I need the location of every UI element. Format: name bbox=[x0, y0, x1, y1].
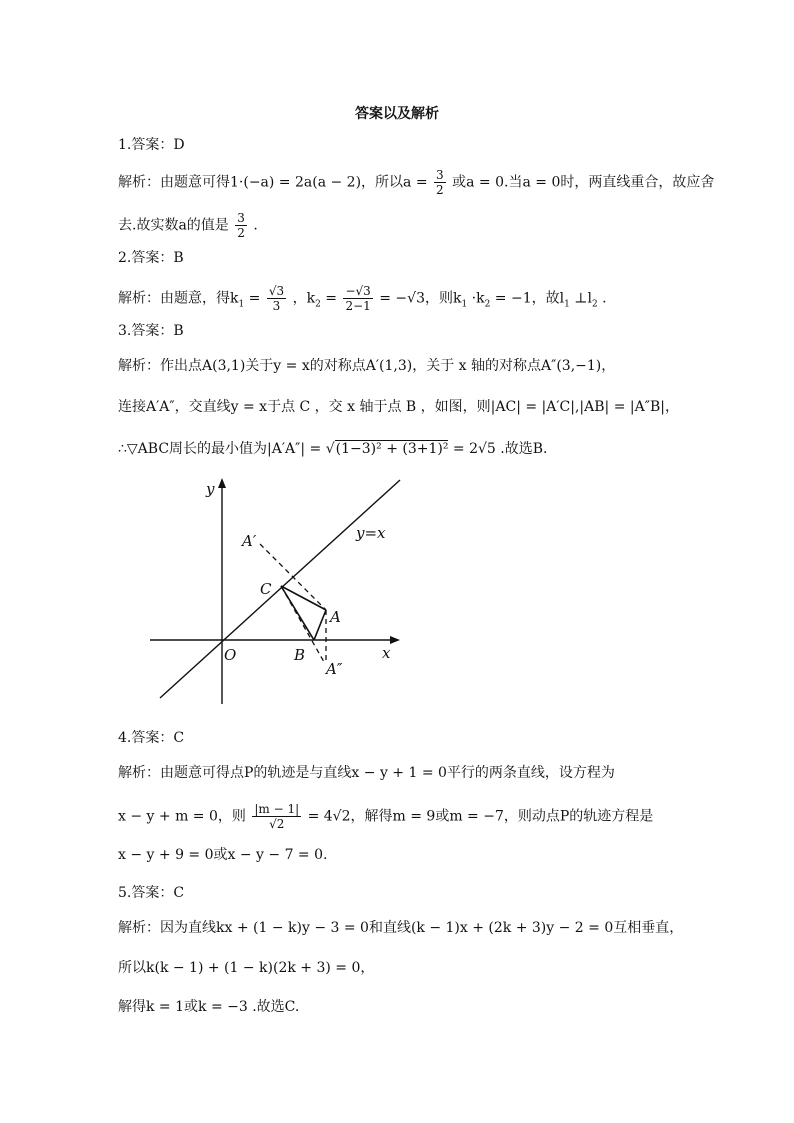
label-o: O bbox=[224, 646, 237, 664]
reflection-figure bbox=[148, 472, 408, 712]
q2-fraction-1: $\frac{√3}{3}$ bbox=[268, 284, 285, 313]
q3-explanation-line2: 连接A′A″，交直线y = x于点 C ，交 x 轴于点 B ，如图，则|AC| = |A′C|,|AB| = |A″B|， bbox=[118, 399, 679, 415]
q1-text-c: 去.故实数a的值是 bbox=[118, 217, 229, 234]
q1-text-b: 或a = 0.当a = 0时，两直线重合，故应舍 bbox=[452, 174, 715, 191]
dashed-a1-to-a bbox=[260, 544, 326, 610]
q4-fraction: $\frac{|m - 1|}{√2}$ bbox=[254, 802, 300, 831]
q3-answer: 3.答案：B bbox=[118, 323, 184, 339]
q2-fraction-2: $\frac{-√3}{2-1}$ bbox=[345, 284, 371, 313]
q1-fraction: $\frac{3}{2}$ bbox=[436, 168, 444, 197]
q4-explanation-line3: x − y + 9 = 0或x − y − 7 = 0. bbox=[118, 847, 328, 863]
x-axis-arrow bbox=[390, 636, 400, 644]
q4-explanation-line1: 解析：由题意可得点P的轨迹是与直线x − y + 1 = 0平行的两条直线，设方程为 bbox=[118, 765, 615, 781]
q3-explanation-line3: ∴▽ABC周长的最小值为|A′A″| = √(1−3)² + (3+1)² = 2√5 .故选B. bbox=[118, 441, 548, 457]
label-line: y=x bbox=[356, 524, 386, 542]
label-b: B bbox=[294, 646, 306, 664]
q2-answer: 2.答案：B bbox=[118, 250, 184, 266]
label-a: A bbox=[330, 608, 341, 626]
q5-explanation-line1: 解析：因为直线kx + (1 − k)y − 3 = 0和直线(k − 1)x + (2k + 3)y − 2 = 0互相垂直， bbox=[118, 920, 684, 936]
q1-fraction-2: $\frac{3}{2}$ bbox=[237, 211, 245, 240]
label-c: C bbox=[260, 580, 272, 598]
q1-answer: 1.答案：D bbox=[118, 137, 185, 153]
q1-explanation-line2 bbox=[118, 211, 724, 240]
q4-explanation-line2: x − y + m = 0，则 $\frac{|m - 1|}{√2}$ = 4√2，解得m = 9或m = −7，则动点P的轨迹方程是 bbox=[118, 802, 654, 831]
q4-answer: 4.答案：C bbox=[118, 730, 185, 746]
q5-explanation-line2: 所以k(k − 1) + (1 − k)(2k + 3) = 0， bbox=[118, 960, 375, 976]
label-a-double-prime: A″ bbox=[326, 660, 343, 678]
q5-explanation-line3: 解得k = 1或k = −3 .故选C. bbox=[118, 999, 300, 1015]
label-y: y bbox=[206, 480, 215, 498]
line-y-equals-x bbox=[160, 480, 400, 698]
q1-explanation-line1 bbox=[118, 168, 724, 197]
q3-explanation-line1: 解析：作出点A(3,1)关于y = x的对称点A′(1,3)，关于 x 轴的对称点A″(3,−1)， bbox=[118, 358, 616, 374]
segment-a-b bbox=[314, 610, 326, 640]
y-axis-arrow bbox=[218, 478, 226, 488]
q5-answer: 5.答案：C bbox=[118, 885, 185, 901]
q1-text-a: 解析：由题意可得1·(−a) = 2a(a − 2)，所以a = bbox=[118, 174, 428, 191]
label-a-prime: A′ bbox=[242, 532, 257, 550]
q1-text-d: . bbox=[253, 217, 258, 234]
q2-explanation: 解析：由题意，得$k_1$ = $\frac{√3}{3}$ ，$k_2$ = $\frac{-√3}{2-1}$ = −√3，则$k_1 \cdot k_2 = -1$，故$l_1$ $\perp l_2$ . bbox=[118, 284, 607, 313]
page-title: 答案以及解析 bbox=[355, 106, 439, 122]
label-x: x bbox=[382, 644, 391, 662]
